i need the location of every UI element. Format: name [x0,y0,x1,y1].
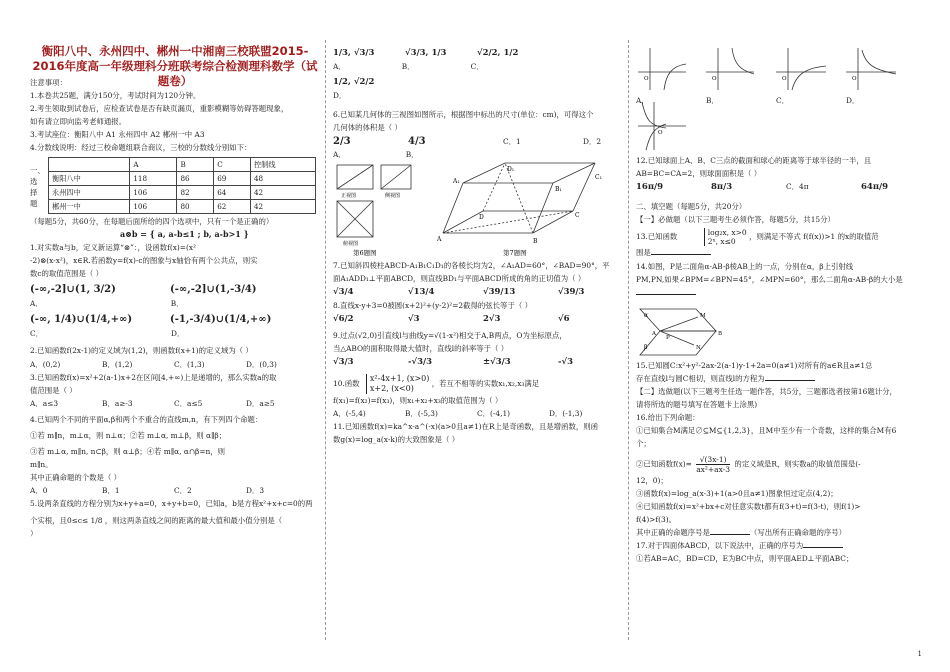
notice-item: 1.本卷共25题，满分150分，考试时间为120分钟。 [30,91,201,101]
q3-text: 3.已知函数f(x)=x²+2(a-1)x+2在区间[4,+∞)上是递增的，那么实数a的取 [30,372,277,382]
notice-item: 2.考生领取到试卷后，应检查试卷是否有缺页漏页，重影模糊等妨碍答题现象， [30,104,289,114]
q1-text: -2)⊗(x-x²)，x∈R.若函数y=f(x)-c的图象与x轴恰有两个公共点，则实 [30,255,258,265]
svg-text:B₁: B₁ [555,185,562,193]
q3-option: B．a≥-3 [102,398,133,408]
q13-piece: log₂x, x>0 [707,228,747,238]
score-table [48,157,316,214]
svg-text:C₁: C₁ [595,173,602,181]
table-cell: 42 [250,185,315,199]
q1-text: ，设函数f(x)=(x² [137,242,196,252]
q11-option: B． [706,96,719,105]
q17-text: 17.对于四面体ABCD，以下说法中，正确的序号为 [636,540,804,550]
q12-text: 12.已知球面上A、B、C三点的截面和球心的距离等于球半径的一半，且 [636,156,872,165]
q2-text: 2.已知函数f(2x-1)的定义域为(1,2)，则函数f(x+1)的定义域为（ ） [30,346,253,356]
q13-piece: 2ˣ, x≤0 [707,237,736,247]
table-cell: B [177,157,214,171]
q3-option: D．a≥5 [246,398,275,408]
q2-option: B．(1,2) [102,359,133,369]
q10-option: B．(-5,3) [405,408,438,418]
q4-text: ①若 m∥n，m⊥α，则 n⊥α；②若 m⊥α, m⊥β，则 α∥β； [30,430,227,440]
q15-text: 存在直线l与圆C相切，则直线l的方程为 [636,373,765,383]
q5-text: ） [30,528,38,538]
fill-part2: 【二】选做题(以下三题考生任选一题作答，共5分，三题都选者按第16题计分， [636,387,897,397]
q6-options [333,135,618,148]
column-2: 1/3, √3/3 √3/3, 1/3 √2/2, 1/2 A． B． C． 1/2, √2/2 D． 6.已知某几何体的三视图如图所示，根据图中标出的尺寸(单位：cm)，可得这个 几何体的体积是（ ） 2/3 4/3 C．1 D．2 A． B． 正视图 侧视图 俯视图 第6题图 A B C D C₁ D₁ A₁ B₁ 第7题图 7.已知斜四棱柱ABCD-A₁B₁C₁D₁的各棱长均为2，∠A₁AD=60°，∠BAD=90°，平 面A₁ADD₁⊥平面ABCD，则直线BD₁与平面ABCD所成的角的正切值为（ ） √3/4 √13/4 √39/13 √39/3 8.直线x-y+3=0被圆(x+2)²+(y-2)²=2截得的弦长等于（ ） √6/2 √3 2√3 √6 9.过点(√2,0)引直线l与曲线y=√(1-x²)相交于A,B两点，O为坐标原点， 当△ABO的面积取得最大值时，直线l的斜率等于（ ） √3/3 -√3/3 ±√3/3 -√3 10.函数 x²-4x+1, (x>0) x+2, (x<0) ，若互不相等的实数x₁,x₂,x₃满足 f(x₁)=f(x₂)=f(x₃)，则x₁+x₂+x₃的取值范围为（ ） A．(-5,4) B．(-5,3) C．(-4,1) D．(-1,3) 11.已知函数f(x)=ka^x-a^(-x)(a>0且a≠1)在R上是奇函数，且是增函数，则函 数g(x)=log_a(x-k)的大致图象是（ ） [333,44,618,446]
q12-option-b: 8π/3 [711,182,733,193]
q5-text: 5.设两条直线的方程分别为x+y+a=0，x+y+b=0，已知a，b是方程x²+x+c=0的两 [30,499,313,509]
table-cell: 82 [177,185,214,199]
q5-option-a: 1/3, √3/3 [333,48,375,58]
q5-option-b: √3/3, 1/3 [405,48,447,58]
q9-text: 9.过点(√2,0)引直线l与曲线y=√(1-x²)相交于A,B两点，O为坐标原点， [333,331,567,341]
column-3 [636,44,922,565]
svg-text:D: D [479,213,484,221]
notice-heading: 注意事项： [30,78,67,87]
q9-option-c: ±√3/3 [483,357,511,368]
q12-option-c: C．4π [786,182,809,192]
q16-item: ③函数f(x)=log_a(x-3)+1(a>0且a≠1)图象恒过定点(4,2)； [636,488,838,498]
q8-options [333,312,618,326]
q4-option: A．0 [30,486,48,496]
q5-option-d: 1/2, √2/2 [333,77,375,88]
q7-text: 面A₁ADD₁⊥平面ABCD，则直线BD₁与平面ABCD所成的角的正切值为（ ） [333,273,586,283]
svg-text:D₁: D₁ [507,165,515,173]
table-cell: 62 [214,199,251,213]
q8-text: 8.直线x-y+3=0被圆(x+2)²+(y-2)²=2截得的弦长等于（ ） [333,301,532,311]
svg-text:C: C [575,211,580,219]
q3-option: A．a≤3 [30,398,59,408]
svg-text:O: O [712,76,717,82]
q16-item: 12，0)； [636,475,668,485]
notice-item: 3.考试座位：衡阳八中 A1 永州四中 A2 郴州一中 A3 [30,130,205,140]
column-divider [325,40,326,640]
table-cell: 42 [250,199,315,213]
q9-option-b: -√3/3 [408,357,433,368]
q5-option-c: √2/2, 1/2 [477,48,519,58]
svg-text:P: P [666,334,670,341]
table-cell: 80 [177,199,214,213]
table-cell: A [130,157,177,171]
q7-text: 7.已知斜四棱柱ABCD-A₁B₁C₁D₁的各棱长均为2，∠A₁AD=60°，∠BAD=90°，平 [333,260,610,270]
q1-text: 1.对实数a与b，定义新运算“⊗”： [30,242,138,252]
q6-option-c: C．1 [503,136,521,146]
fill-heading: 二、填空题（每题5分，共20分） [636,202,747,212]
mc-intro: （每题5分，共60分，在每题后面所给的四个选项中，只有一个是正确的） [30,216,274,226]
fill-part2: 请将所选的题号填写在答题卡上涂黑) [636,400,758,410]
q10-option: D．(-1,3) [549,408,583,418]
q9-options [333,355,618,369]
svg-text:O: O [658,130,663,136]
page-title: 衡阳八中、永州四中、郴州一中湘南三校联盟2015-2016年度高一年级理科分班联考综合检测理科数学（试题卷） [32,44,318,88]
column-divider [628,40,629,640]
q8-option-a: √6/2 [333,314,354,325]
q1-options-cd [30,313,320,326]
q16-frac-den: ax²+ax-3 [696,464,731,474]
table-cell: 106 [130,185,177,199]
table-row [49,199,316,213]
q3-options [30,397,320,410]
q13-text: ，则满足不等式 f(f(x))>1 的x的取值范 [749,232,879,242]
q10-text: ，若互不相等的实数x₁,x₂,x₃满足 [431,378,540,388]
q9-option-d: -√3 [558,357,574,368]
notice-item: 如有请立即向监考老师通报。 [30,117,127,127]
q4-option: B．1 [102,486,120,496]
q16-item: ④已知函数f(x)=x²+bx+c对任意实数t都有f(3+t)=f(3-t)，则f(1)> [636,501,861,511]
q7-option-d: √39/3 [558,286,585,297]
q11-option: D． [846,96,860,105]
notice-item: 4.分数线说明：经过三校命题组联合商议，三校的分数线分别如下： [30,143,252,153]
q1-option-d: (-1,-3/4)∪(1/4,+∞) [170,314,272,326]
table-cell: 郴州一中 [49,199,130,213]
q13-text: 围是 [636,248,651,258]
q6-text: 几何体的体积是（ ） [333,123,402,133]
q16-hint: （写出所有正确命题的序号） [749,527,847,537]
q11-option: C． [776,96,790,105]
q2-options [30,358,320,371]
q16-frac-num: √(3x-1) [696,455,730,465]
svg-text:O: O [852,76,857,82]
q7-options [333,285,618,299]
svg-text:O: O [644,76,649,82]
q10-option: C．(-4,1) [477,408,511,418]
svg-text:A: A [437,235,442,243]
q14-text: 14.如图，P是二面角α-AB-β棱AB上的一点，分别在α，β上引射线 [636,261,854,271]
figures-6-7 [333,161,618,259]
svg-text:A: A [652,330,656,337]
q4-text: 4.已知两个不同的平面α,β和两个不重合的直线m,n，有下列四个命题： [30,414,263,424]
q16-text: 16.给出下列命题： [636,413,700,423]
section-label: 一、选择题 [30,165,45,208]
view-label: 正视图 [341,192,357,199]
q10-option: A．(-5,4) [333,408,366,418]
q8-option-b: √3 [408,314,420,325]
q4-text: m∥n。 [30,460,53,470]
q1-option-b: (-∞,-2]∪(1,-3/4) [170,284,257,296]
q1-option-a: (-∞,-2]∪(1, 3/2) [30,284,116,296]
svg-text:M: M [700,312,706,319]
table-cell: C [214,157,251,171]
q10-text: f(x₁)=f(x₂)=f(x₃)，则x₁+x₂+x₃的取值范围为（ ） [333,395,503,405]
q17-item: ①若AB=AC，BD=CD，E为BC中点，则平面AED⊥平面ABC； [636,554,854,564]
svg-text:B: B [533,237,538,245]
table-header-row [49,157,316,171]
q12-option-d: 64π/9 [861,182,889,193]
q16-item: f(4)>f(3)。 [636,514,676,524]
table-row [49,185,316,199]
q11-text: 11.已知函数f(x)=ka^x-a^(-x)(a>0且a≠1)在R上是奇函数，且是增函数，则函 [333,421,599,431]
svg-text:α: α [644,311,649,319]
q6-option-d: D．2 [583,136,602,146]
figure-caption: 第7题图 [503,248,527,257]
table-cell: 控制线 [250,157,315,171]
q1-definition: a⊗b = { a, a-b≤1 ; b, a-b>1 } [120,228,249,239]
q1-options-ab [30,283,320,296]
page-number: 1 [917,650,922,658]
q11-option: A． [636,96,649,105]
table-cell: 118 [130,171,177,185]
q11-options [636,94,922,107]
q12-option-a: 16π/9 [636,182,664,193]
q2-option: A．(0,2) [30,359,61,369]
q12-options [636,180,922,194]
q11-text: 数g(x)=log_a(x-k)的大致图象是（ ） [333,434,460,444]
score-section [30,157,320,215]
q8-option-d: √6 [558,314,570,325]
q4-text: 其中正确命题的个数是（ ） [30,473,122,483]
svg-text:B: B [718,330,723,337]
q6-option-a: 2/3 [333,135,351,147]
q16-text: 其中正确的命题序号是 [636,527,710,537]
q15-text: 15.已知圆C:x²+y²-2ax-2(a-1)y-1+2a=0(a≠1)对所有的a∈R且a≠1总 [636,360,873,370]
q16-item: ②已知函数f(x)= [636,459,692,468]
q9-text: 当△ABO的面积取得最大值时，直线l的斜率等于（ ） [333,344,509,354]
table-cell: 106 [130,199,177,213]
q3-option: C．a≤5 [174,398,203,408]
q1-option-c: (-∞, 1/4)∪(1/4,+∞) [30,314,133,326]
view-label: 俯视图 [343,240,359,247]
q7-option-c: √39/13 [483,286,516,297]
q1-text: 数c的取值范围是（ ） [30,268,104,278]
q4-text: ③若 m⊥α, m∥n, n⊂β，则 α⊥β；④若 m∥α, α∩β=n，则 [30,447,226,457]
table-cell: 48 [250,171,315,185]
table-cell [49,157,130,171]
q2-option: C．(1,3) [174,359,205,369]
q7-option-a: √3/4 [333,286,354,297]
q8-option-c: 2√3 [483,314,501,325]
q13-text: 13.已知函数 [636,232,678,242]
figure-caption: 第6题图 [353,248,377,257]
q11-graphs [636,44,922,154]
q10-options [333,407,618,420]
q4-options [30,484,320,497]
q3-text: 值范围是（ ） [30,385,77,395]
table-cell: 永州四中 [49,185,130,199]
column-1: 注意事项： 1.本卷共25题，满分150分，考试时间为120分钟。 2.考生领取到试卷后，应检查试卷是否有缺页漏页，重影模糊等妨碍答题现象， 如有请立即向监考老师通报。 3.考试座位：衡阳八中 A1 永州四中 A2 郴州一中 A3 4.分数线说明：经过三校命题组联合商议，三校的分数线分别如下： 一、选择题 A B C 控制线 衡阳八中 118 86 69 48 永州四中 106 82 64 42 郴州一中 106 80 62 42 （每题5分，共60分，在每题后面所给的四个选项中，只有一个是正确的） a⊗b = { a, a-b≤1 ; b, a-b>1 } 1.对实数a与b，定义新运算“⊗”：，设函数f(x)=(x² -2)⊗(x-x²)，x∈R.若函数y=f(x)-c的图象与x轴恰有两个公共点，则实 数c的取值范围是（ ） (-∞,-2]∪(1, 3/2) (-∞,-2]∪(1,-3/4) A． B． (-∞, 1/4)∪(1/4,+∞) (-1,-3/4)∪(1/4,+∞) C． D． 2.已知函数f(2x-1)的定义域为(1,2)，则函数f(x+1)的定义域为（ ） A．(0,2) B．(1,2) C．(1,3) D．(0,3) 3.已知函数f(x)=x²+2(a-1)x+2在区间[4,+∞)上是递增的，那么实数a的取 值范围是（ ） A．a≤3 B．a≥-3 C．a≤5 D．a≥5 4.已知两个不同的平面α,β和两个不重合的直线m,n，有下列四个命题： ①若 m∥n，m⊥α，则 n⊥α；②若 m⊥α, m⊥β，则 α∥β； ③若 m⊥α, m∥n, n⊂β，则 α⊥β；④若 m∥α, α∩β=n，则 m∥n。 其中正确命题的个数是（ ） A．0 B．1 C．2 D．3 5.设两条直线的方程分别为x+y+a=0，x+y+b=0，已知a，b是方程x²+x+c=0的两 个实根，且0≤c≤ 1/8 ，则这两条直线之间的距离的最大值和最小值分别是（ ） [30,76,320,540]
q14-text: PM,PN,如果∠BPM=∠BPN=45°，∠MPN=60°，那么二面角α-AB-β的大小是 [636,274,903,284]
q16-item: 的定义域是R，则实数a的取值范围是(- [734,459,861,468]
q16-item: 个； [636,439,651,449]
table-cell: 86 [177,171,214,185]
q9-option-a: √3/3 [333,357,354,368]
svg-text:O: O [782,76,787,82]
q14-figure [636,299,922,359]
table-cell: 衡阳八中 [49,171,130,185]
table-cell: 64 [214,185,251,199]
dihedral-figure [636,299,756,359]
table-row [49,171,316,185]
q10-text: 10.函数 [333,378,360,388]
geometry-figures [333,161,618,259]
q4-option: D．3 [246,486,265,496]
q10-piece: x²-4x+1, (x>0) [369,373,430,383]
q4-option: C．2 [174,486,192,496]
q6-option-b: 4/3 [408,135,426,147]
q10-piece: x+2, (x<0) [369,383,414,393]
table-cell: 69 [214,171,251,185]
view-label: 侧视图 [385,192,401,199]
svg-text:β: β [644,343,648,351]
q16-item: ①已知集合M满足∅⊆M⊆{1,2,3}，且M中至少有一个奇数，这样的集合M有6 [636,426,897,436]
svg-text:A₁: A₁ [453,177,460,185]
q2-option: D．(0,3) [246,359,277,369]
fill-part1: 【一】必做题（以下三题考生必须作答，每题5分，共15分） [636,215,835,225]
q6-text: 6.已知某几何体的三视图如图所示，根据图中标出的尺寸(单位：cm)，可得这个 [333,110,594,120]
q5-text: 个实根，且0≤c≤ 1/8 ，则这两条直线之间的距离的最大值和最小值分别是（ [30,515,283,525]
q7-option-b: √13/4 [408,286,435,297]
q12-text: AB=BC=CA=2，则球面面积是（ ） [636,169,762,179]
q5-options [333,46,618,60]
svg-text:N: N [696,344,701,351]
